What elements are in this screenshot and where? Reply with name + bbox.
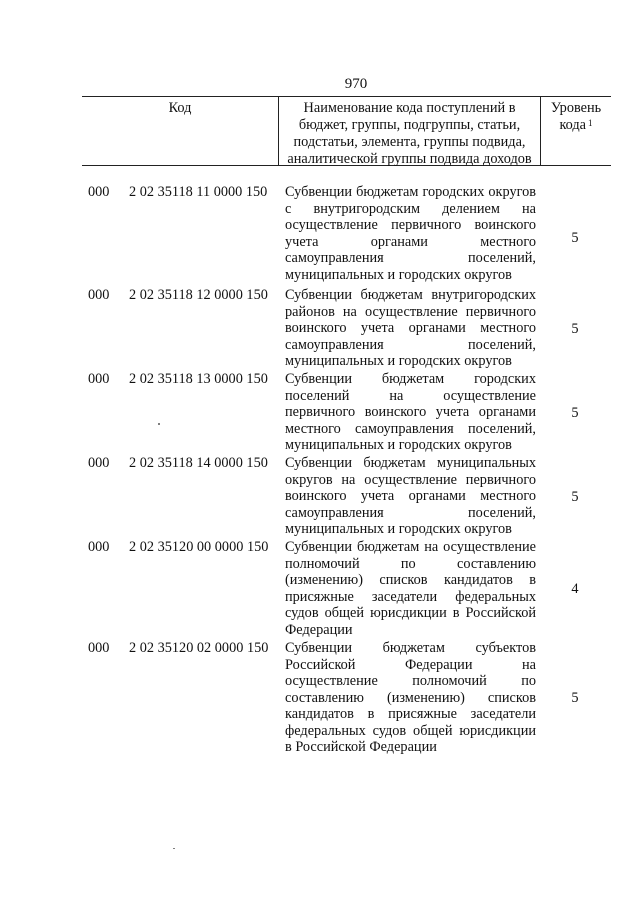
row-description: Субвенции бюджетам на осуществление полномочий по составлению (изменению) списков кандидатов в присяжные заседатели федеральных судов общей юрисдикции в Российской Федерации <box>285 539 536 638</box>
row-description: Субвенции бюджетам муниципальных округов на осуществление первичного воинского учета органами местного самоуправления поселений, муниципальных и городских округов <box>285 455 536 537</box>
row-admin-code: 000 <box>88 455 110 471</box>
row-level: 5 <box>571 321 579 337</box>
row-description: Субвенции бюджетам внутригородских районов на осуществление первичного воинского учета органами местного самоуправления поселений, муниципальных и городских округов <box>285 287 536 369</box>
row-income-code: 2 02 35118 12 0000 150 <box>129 287 268 303</box>
row-income-code: 2 02 35118 11 0000 150 <box>129 184 268 200</box>
row-admin-code: 000 <box>88 371 110 387</box>
row-income-code: 2 02 35120 00 0000 150 <box>129 539 269 555</box>
row-level: 4 <box>571 581 579 597</box>
row-admin-code: 000 <box>88 287 110 303</box>
row-level: 5 <box>571 690 579 706</box>
scan-speck <box>173 848 175 849</box>
row-income-code: 2 02 35118 14 0000 150 <box>129 455 268 471</box>
header-name: Наименование кода поступлений в бюджет, группы, подгруппы, статьи, подстатьи, элемента, группы подвида, аналитической группы подвида доходов <box>279 97 541 165</box>
page-number: 970 <box>344 76 368 92</box>
row-income-code: 2 02 35118 13 0000 150 <box>129 371 268 387</box>
header-level-footnote: 1 <box>588 118 593 128</box>
row-description: Субвенции бюджетам городских поселений на осуществление первичного воинского учета органами местного самоуправления поселений, муниципальных и городских округов <box>285 371 536 453</box>
row-description: Субвенции бюджетам городских округов с внутригородским делением на осуществление первичного воинского учета органами местного самоуправления поселений, муниципальных и городских округов <box>285 184 536 283</box>
header-level-label: Уровень кода <box>550 100 602 133</box>
table-header <box>82 96 611 166</box>
row-level: 5 <box>571 405 579 421</box>
row-description: Субвенции бюджетам субъектов Российской Федерации на осуществление полномочий по составлению (изменению) списков кандидатов в присяжные заседатели федеральных судов общей юрисдикции в Российской Федерации <box>285 640 536 755</box>
header-level <box>541 97 611 165</box>
row-level: 5 <box>571 489 579 505</box>
row-admin-code: 000 <box>88 640 110 656</box>
scan-speck <box>158 423 160 425</box>
header-code: Код <box>82 97 279 165</box>
row-admin-code: 000 <box>88 539 110 555</box>
row-level: 5 <box>571 230 579 246</box>
row-income-code: 2 02 35120 02 0000 150 <box>129 640 269 656</box>
row-admin-code: 000 <box>88 184 110 200</box>
